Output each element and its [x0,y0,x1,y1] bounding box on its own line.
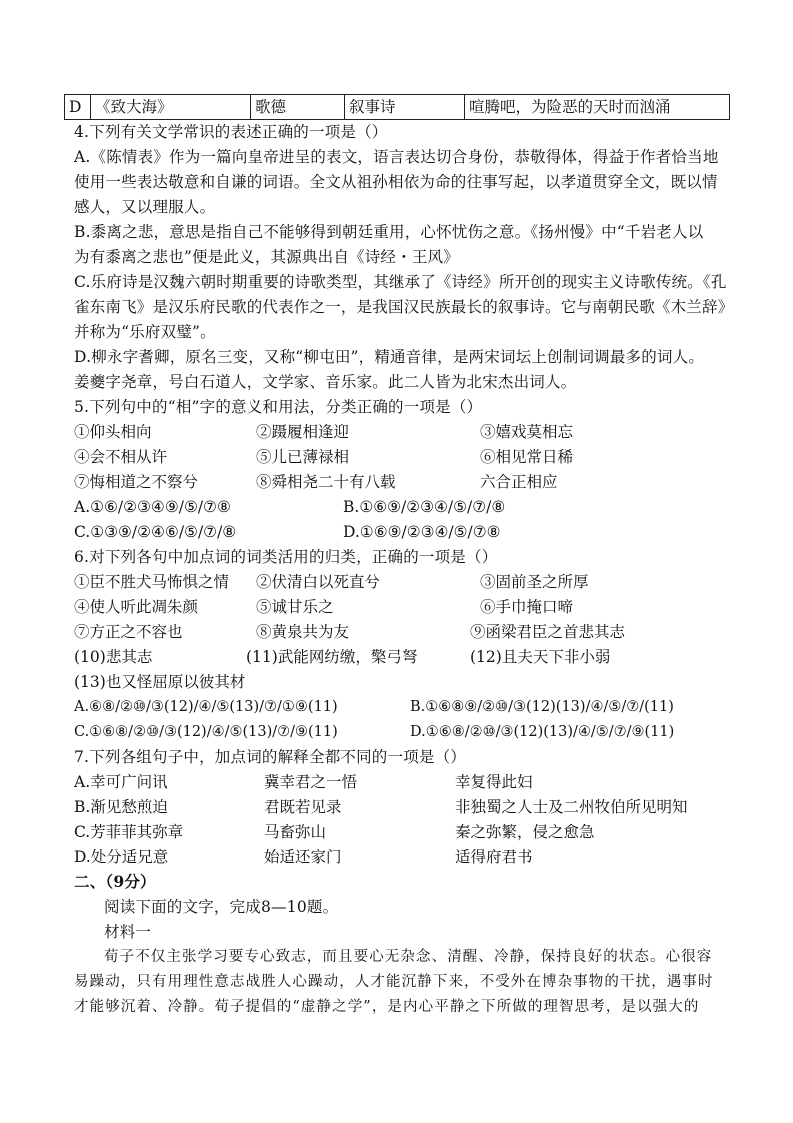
material-paragraph-line1: 荀子不仅主张学习要专心致志，而且要心无杂念、清醒、冷静，保持良好的状态。心很容 [104,949,713,965]
q5-option-b[interactable]: B.①⑥⑨/②③④/⑤/⑦/⑧ [343,498,506,516]
q7-option-a-sentence3: 幸复得此妇 [455,773,533,791]
q5-item: ⑥相见常日稀 [480,448,574,466]
q4-option-b-line2: 为有黍离之悲也”便是此义，其源典出自《诗经・王风》 [74,248,459,266]
q6-item: (13)也又怪屈原以彼其材 [74,673,246,691]
q5-item: ③嬉戏莫相忘 [480,423,574,441]
q4-option-c-line2: 雀东南飞》是汉乐府民歌的代表作之一，是我国汉民族最长的叙事诗。它与南朝民歌《木兰辞》 [74,298,734,316]
q7-option-a[interactable]: A.幸可广问讯 [74,773,168,791]
material-paragraph-line3: 才能够沉着、冷静。荀子提倡的“虚静之学”，是内心平静之下所做的理智思考，是以强大的 [74,999,700,1015]
q5-item: ⑦悔相道之不察兮 [74,473,199,491]
q6-option-a[interactable]: A.⑥⑧/②⑩/③(12)/④/⑤(13)/⑦/①⑨(11) [74,699,338,715]
table-cell-title: 《致大海》 [91,95,251,119]
q4-option-c-line1: C.乐府诗是汉魏六朝时期重要的诗歌类型，其继承了《诗经》所开创的现实主义诗歌传统。《孔 [74,273,727,291]
table-cell-quote: 喧腾吧，为险恶的天时而汹涌 [469,98,671,116]
table-cell-genre: 叙事诗 [345,95,465,119]
q4-option-d-line2: 姜夔字尧章，号白石道人，文学家、音乐家。此二人皆为北宋杰出词人。 [74,373,577,391]
answer-table-row [64,94,730,120]
q6-item: ⑥手巾掩口啼 [480,598,574,616]
section-header: 二、（9分） [74,872,156,891]
q6-option-b[interactable]: B.①⑥⑧⑨/②⑩/③(12)(13)/④/⑤/⑦/(11) [410,699,674,715]
q5-option-c[interactable]: C.①③⑨/②④⑥/⑤/⑦/⑧ [74,523,237,541]
q5-item: ④会不相从许 [74,448,168,466]
q4-option-b-line1: B.黍离之悲，意思是指自己不能够得到朝廷重用，心怀忧伤之意。《扬州慢》中“千岩老人以 [74,223,704,241]
q6-item: ③固前圣之所厚 [480,573,589,591]
q6-option-c[interactable]: C.①⑥⑧/②⑩/③(12)/④/⑤(13)/⑦/⑨(11) [74,724,338,740]
q5-item: ②蹑履相逢迎 [256,423,350,441]
q5-option-a[interactable]: A.①⑥/②③④⑨/⑤/⑦⑧ [74,498,231,516]
material-paragraph-line2: 易躁动，只有用理性意志战胜人心躁动，人才能沉静下来，不受外在博杂事物的干扰，遇事时 [74,974,714,990]
q7-option-c-sentence2: 马畜弥山 [264,823,327,841]
q6-stem: 6.对下列各句中加点词的词类活用的归类，正确的一项是（） [74,548,498,566]
q7-option-d-sentence3: 适得府君书 [455,848,533,866]
q4-option-a-line2: 使用一些表达敬意和自谦的词语。全文从祖孙相依为命的往事写起，以孝道贯穿全文，既以情 [74,173,718,191]
q6-item: ⑦方正之不容也 [74,623,183,641]
q7-option-d-sentence2: 始适还家门 [264,848,342,866]
table-cell-option: D [65,95,91,119]
q5-stem: 5.下列句中的“相”字的意义和用法，分类正确的一项是（） [74,398,483,416]
q5-option-d[interactable]: D.①⑥⑨/②③④/⑤/⑦⑧ [343,523,501,541]
q6-item: (11)武能网纺缴，檠弓弩 [246,648,418,666]
q6-item: (12)且夫天下非小弱 [470,648,611,666]
table-cell-author: 歌德 [251,95,345,119]
q5-item: 六合正相应 [480,473,558,491]
q5-item: ①仰头相向 [74,423,152,441]
q7-option-b[interactable]: B.渐见愁煎迫 [74,798,168,816]
q6-item: (10)悲其志 [74,648,153,666]
q6-item: ⑤诚甘乐之 [256,598,334,616]
q4-stem: 4.下列有关文学常识的表述正确的一项是（） [74,123,388,141]
q6-item: ④使人听此凋朱颜 [74,598,199,616]
q7-option-b-sentence2: 君既若见录 [264,798,342,816]
q7-stem: 7.下列各组句子中，加点词的解释全都不同的一项是（） [74,748,466,766]
q6-item: ⑨函梁君臣之首悲其志 [470,623,626,641]
material-heading: 材料一 [104,923,152,941]
q6-option-d[interactable]: D.①⑥⑧/②⑩/③(12)(13)/④/⑤/⑦/⑨(11) [410,724,675,740]
q4-option-a-line3: 感人，又以理服人。 [74,198,216,216]
q5-item: ⑤儿已薄禄相 [256,448,350,466]
q4-option-a-line1: A.《陈情表》作为一篇向皇帝进呈的表文，语言表达切合身份，恭敬得体，得益于作者恰当地 [74,148,719,166]
q6-item: ⑧黄泉共为友 [256,623,350,641]
q4-option-c-line3: 并称为“乐府双璧”。 [74,323,216,341]
q7-option-d[interactable]: D.处分适兄意 [74,848,169,866]
section-instruction: 阅读下面的文字，完成8—10题。 [104,898,339,916]
q7-option-c[interactable]: C.芳菲菲其弥章 [74,823,184,841]
q7-option-a-sentence2: 冀幸君之一悟 [264,773,358,791]
q5-item: ⑧舜相尧二十有八载 [256,473,396,491]
q6-item: ②伏清白以死直兮 [256,573,381,591]
q7-option-c-sentence3: 秦之弥繁，侵之愈急 [455,823,595,841]
q7-option-b-sentence3: 非独蜀之人士及二州牧伯所见明知 [455,798,688,816]
q4-option-d-line1: D.柳永字耆卿，原名三变，又称“柳屯田”，精通音律，是两宋词坛上创制词调最多的词人。 [74,348,705,366]
q6-item: ①臣不胜犬马怖惧之情 [74,573,230,591]
